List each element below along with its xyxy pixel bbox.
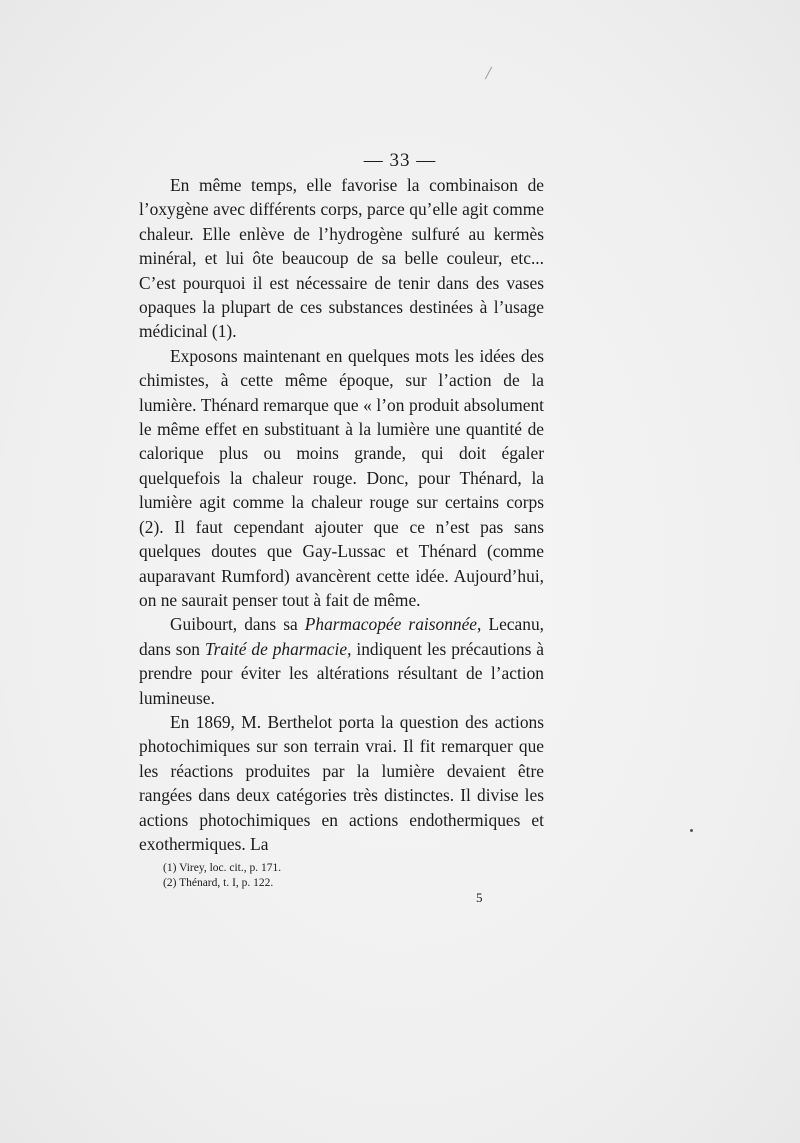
book-title-traite: Traité de pharmacie: [204, 638, 348, 659]
paragraph-3-text-b: , Lecanu, dans son: [139, 614, 544, 659]
footnote-2: (2) Thénard, t. I, p. 122.: [163, 877, 274, 889]
paragraph-2: Exposons maintenant en quelques mots les idées des chimistes, à cette même époque, sur l’action de la lumière. Thénard remarque que « l’on produit absolument le même effet en substituant à la lumière une quantité de calorique plus ou moins grande, qui doit égaler quelquefois la chaleur rouge. Donc, pour Thénard, la lumière agit comme la chaleur rouge sur certains corps (2). Il faut cependant ajouter que ce n’est pas sans quelques doutes que Gay-Lussac et Thénard (comme auparavant Rumford) avancèrent cette idée. Aujourd’hui, on ne saurait penser tout à fait de même.: [139, 345, 544, 610]
paragraph-3: [139, 612, 544, 710]
footnotes: [163, 861, 463, 891]
pencil-mark: [485, 67, 492, 80]
paragraph-4: En 1869, M. Berthelot porta la question des actions photochimiques sur son terrain vrai. Il fit remarquer que les réactions produites par la lumière devaient être rangées dans deux catégories très distinctes. Il divise les actions photochimiques en actions endothermiques et exothermiques. La: [139, 711, 544, 854]
paragraph-3-text-c: , indiquent les précautions à prendre pour éviter les altérations résultant de l’action lumineuse.: [139, 638, 545, 708]
ink-speck: [690, 829, 693, 832]
paragraph-3-text-a: Guibourt, dans sa: [170, 614, 305, 635]
footnote-1: (1) Virey, loc. cit., p. 171.: [163, 862, 282, 874]
page-number: — 33 —: [363, 150, 437, 171]
body-text: [139, 173, 544, 856]
paragraph-1: En même temps, elle favorise la combinaison de l’oxygène avec différents corps, parce qu’elle agit comme chaleur. Elle enlève de l’hydrogène sulfuré au kermès minéral, et lui ôte beaucoup de sa belle couleur, etc... C’est pourquoi il est nécessaire de tenir dans des vases opaques la plupart de ces substances destinées à l’usage médicinal (1).: [139, 175, 544, 342]
signature-mark: 5: [476, 890, 483, 905]
book-title-pharmacopee: Pharmacopée raisonnée: [304, 614, 478, 635]
